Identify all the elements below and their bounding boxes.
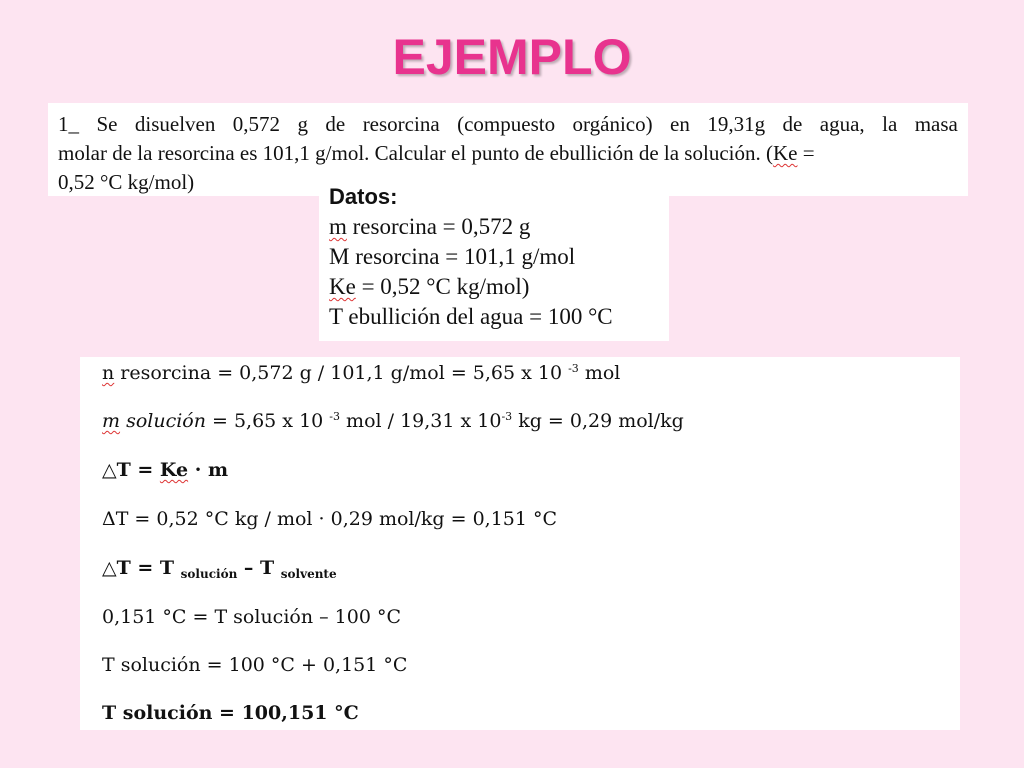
problem-word: agua, [819, 112, 865, 136]
datos-molar-mass: M resorcina = 101,1 g/mol [329, 244, 576, 269]
exponent: -3 [568, 362, 579, 375]
datos-box [319, 182, 669, 341]
datos-boiling-point: T ebullición del agua = 100 °C [329, 304, 613, 329]
problem-word: la [882, 112, 898, 136]
problem-word: 0,572 [232, 112, 281, 136]
subscript: solución [180, 567, 238, 581]
problem-word: en [670, 112, 690, 136]
step-text: △T = T [102, 557, 181, 579]
solution-step-moles [102, 362, 620, 384]
solution-step-result: T solución = 100,151 °C [102, 702, 359, 724]
problem-line-1 [58, 110, 958, 139]
n-symbol: n [102, 362, 115, 384]
exponent: -3 [501, 410, 513, 423]
step-text: kg = 0,29 mol/kg [512, 410, 684, 432]
datos-heading: Datos: [329, 184, 398, 209]
problem-word: de [782, 112, 803, 136]
problem-word: masa [914, 112, 958, 136]
ke-symbol: Ke [159, 459, 189, 481]
problem-word: 1_ [58, 112, 79, 136]
ke-symbol: Ke [772, 141, 798, 165]
step-text: △T = [102, 459, 160, 481]
problem-line-3: 0,52 °C kg/mol) [58, 170, 195, 194]
ke-symbol: Ke [329, 274, 356, 299]
problem-word: g [297, 112, 308, 136]
datos-ke [329, 272, 659, 302]
problem-line-2-text: molar de la resorcina es 101,1 g/mol. Calcular el punto de ebullición de la solución. ( [58, 141, 773, 165]
problem-word: orgánico) [572, 112, 653, 136]
solution-step-formula [102, 459, 228, 481]
problem-word: disuelven [134, 112, 216, 136]
solution-step-delta-t: ΔT = 0,52 °C kg / mol · 0,29 mol/kg = 0,151 °C [102, 508, 558, 530]
solution-step-molality [102, 410, 684, 432]
problem-word: de [325, 112, 346, 136]
step-text: · m [188, 459, 229, 481]
problem-line-2 [58, 139, 958, 168]
mass-symbol: m [329, 214, 347, 239]
solution-step-rearrange: T solución = 100 °C + 0,151 °C [102, 654, 408, 676]
mass-value: resorcina = 0,572 g [346, 214, 531, 239]
solution-box [80, 357, 960, 730]
problem-word: 19,31g [707, 112, 766, 136]
problem-word: (compuesto [457, 112, 556, 136]
step-text: = 5,65 x 10 [205, 410, 330, 432]
step-text: solución [120, 410, 206, 432]
step-text: mol / 19,31 x 10 [340, 410, 502, 432]
problem-word: Se [96, 112, 118, 136]
step-text: – T [237, 557, 281, 579]
problem-word: resorcina [362, 112, 440, 136]
solution-step-substitute: 0,151 °C = T solución – 100 °C [102, 606, 401, 628]
problem-line-2-end: = [797, 141, 815, 165]
step-text: resorcina = 0,572 g / 101,1 g/mol = 5,65 x 10 [114, 362, 569, 384]
step-text: mol [578, 362, 621, 384]
slide-title: EJEMPLO [392, 29, 632, 85]
subscript: solvente [280, 567, 337, 581]
ke-value: = 0,52 °C kg/mol) [355, 274, 530, 299]
exponent: -3 [329, 410, 341, 423]
m-symbol: m [102, 410, 121, 432]
datos-mass [329, 212, 659, 242]
solution-step-delta-def [102, 557, 337, 581]
